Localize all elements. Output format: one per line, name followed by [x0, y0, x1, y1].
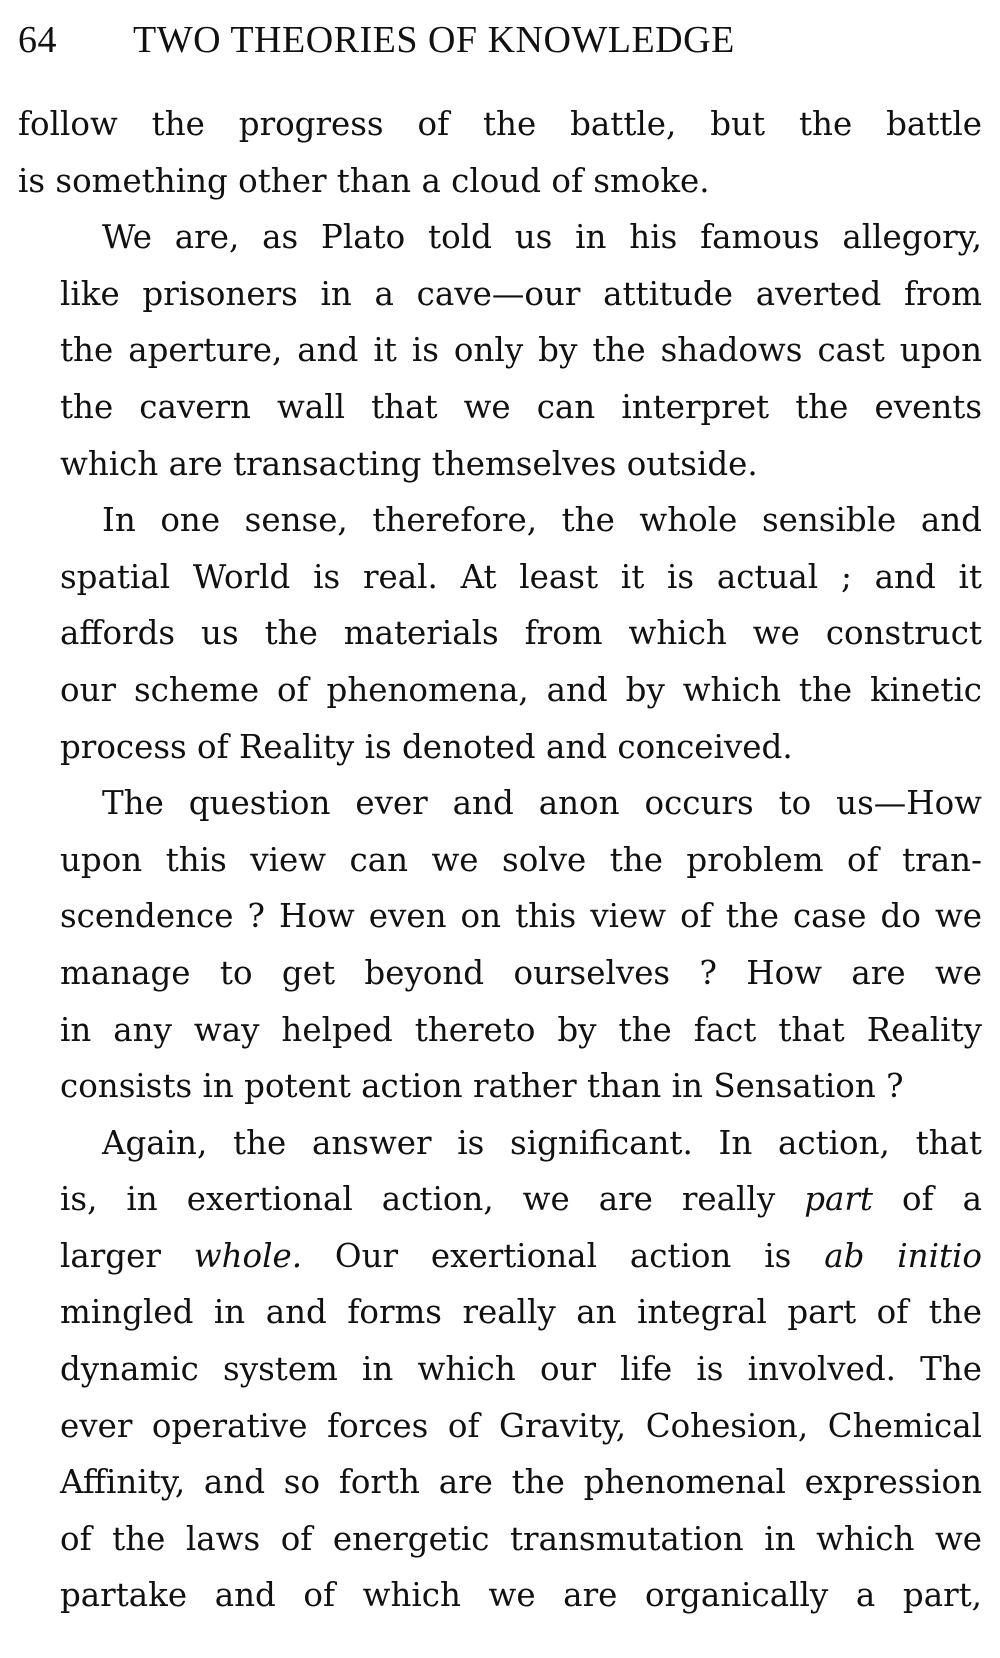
text-line: We are, as Plato told us in his famous allegory, — [102, 218, 982, 257]
text-segment: is, in exertional action, we are really — [60, 1180, 776, 1219]
page-number: 64 — [18, 19, 57, 61]
italic-term: part — [804, 1180, 873, 1219]
text-line: The question ever and anon occurs to us—How — [102, 784, 982, 823]
text-line: Again, the answer is significant. In action, that — [102, 1123, 982, 1162]
text-line: the cavern wall that we can interpret the events — [60, 387, 982, 426]
text-line: ever operative forces of Gravity, Cohesion, Chemical — [60, 1406, 982, 1445]
text-segment: larger — [60, 1236, 161, 1275]
paragraph-3 — [18, 492, 982, 775]
text-line: scendence ? How even on this view of the case do we — [60, 897, 982, 936]
paragraph-4 — [18, 775, 982, 1115]
text-line: partake and of which we are organically a part, — [60, 1576, 982, 1615]
text-line: affords us the materials from which we construct — [60, 614, 982, 653]
text-segment: of a — [902, 1180, 982, 1219]
text-segment: Our exertional action is — [334, 1236, 792, 1275]
text-line: spatial World is real. At least it is actual ; and it — [60, 557, 982, 596]
italic-term: ab initio — [824, 1236, 982, 1275]
text-line: which are transacting themselves outside. — [60, 444, 758, 483]
text-line: In one sense, therefore, the whole sensible and — [102, 501, 982, 540]
text-line: like prisoners in a cave—our attitude averted from — [60, 274, 982, 313]
running-head — [18, 12, 982, 72]
text-line: Affinity, and so forth are the phenomenal expression — [60, 1463, 982, 1502]
text-line: follow the progress of the battle, but the battle — [18, 105, 982, 143]
text-line — [18, 1171, 982, 1228]
text-line: upon this view can we solve the problem of tran- — [60, 840, 982, 879]
italic-term: whole. — [193, 1236, 303, 1275]
text-line: of the laws of energetic transmutation in which we — [60, 1519, 982, 1558]
text-line: consists in potent action rather than in Sensation ? — [60, 1067, 904, 1106]
body-text — [18, 96, 982, 1624]
text-line: manage to get beyond ourselves ? How are we — [60, 953, 982, 992]
text-line: our scheme of phenomena, and by which the kinetic — [60, 670, 982, 709]
text-line: mingled in and forms really an integral part of the — [60, 1293, 982, 1332]
text-line: dynamic system in which our life is involved. The — [60, 1350, 982, 1389]
paragraph-1 — [18, 96, 982, 209]
text-line: is something other than a cloud of smoke. — [18, 161, 710, 200]
paragraph-2 — [18, 209, 982, 492]
text-line: the aperture, and it is only by the shadows cast upon — [60, 331, 982, 370]
text-line — [18, 1228, 982, 1285]
text-line: in any way helped thereto by the fact that Reality — [60, 1010, 982, 1049]
running-title: TWO THEORIES OF KNOWLEDGE — [133, 19, 735, 61]
paragraph-5 — [18, 1115, 982, 1624]
text-line: process of Reality is denoted and conceived. — [60, 727, 793, 766]
